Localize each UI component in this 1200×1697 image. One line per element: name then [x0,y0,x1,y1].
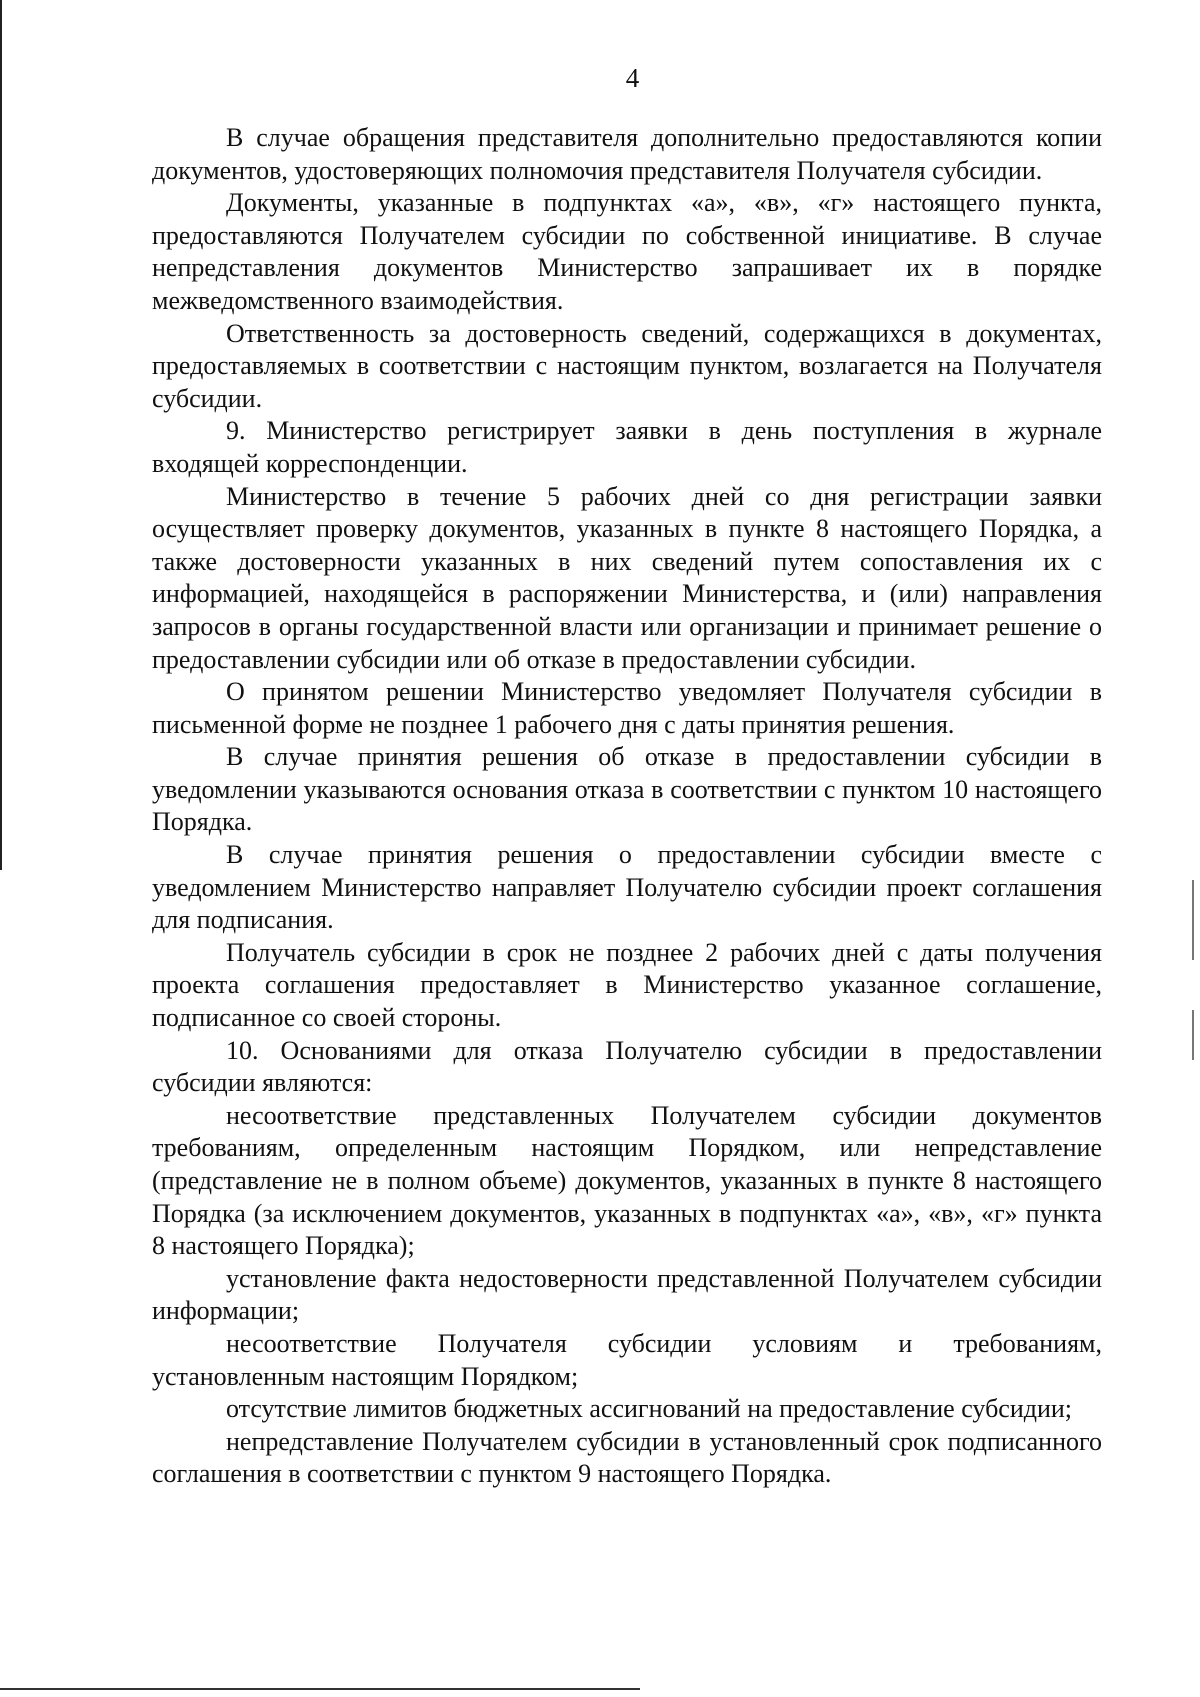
scan-edge-right [1192,1010,1194,1060]
paragraph: Ответственность за достоверность сведений, содержащихся в документах, предоставляемых в соответствии с настоящим пунктом, возлагается на Получателя субсидии. [152,318,1102,413]
paragraph: 9. Министерство регистрирует заявки в день поступления в журнале входящей корреспонденции. [152,416,1102,478]
paragraph: В случае обращения представителя дополнительно предоставляются копии документов, удостоверяющих полномочия представителя Получателя субсидии. [152,123,1102,185]
paragraph: Министерство в течение 5 рабочих дней со дня регистрации заявки осуществляет проверку документов, указанных в пункте 8 настоящего Порядка, а также достоверности указанных в них сведений путем сопоставления их с информацией, находящейся в распоряжении Министерства, и (или) направления запросов в органы государственной власти или организации и принимает решение о предоставлении субсидии или об отказе в предоставлении субсидии. [152,481,1102,674]
scan-edge-bottom [0,1688,640,1690]
paragraph: В случае принятия решения об отказе в предоставлении субсидии в уведомлении указываются основания отказа в соответствии с пунктом 10 настоящего Порядка. [152,742,1102,837]
paragraph: Документы, указанные в подпунктах «а», «в», «г» настоящего пункта, предоставляются Получателем субсидии по собственной инициативе. В случае непредставления документов Министерство запрашивает их в порядке межведомственного взаимодействия. [152,188,1102,315]
paragraph: 10. Основаниями для отказа Получателю субсидии в предоставлении субсидии являются: [152,1035,1102,1098]
list-item: непредставление Получателем субсидии в установленный срок подписанного соглашения в соответствии с пунктом 9 настоящего Порядка. [152,1426,1102,1489]
paragraph: Получатель субсидии в срок не позднее 2 рабочих дней с даты получения проекта соглашения предоставляет в Министерство указанное соглашение, подписанное со своей стороны. [152,937,1102,1033]
document-body [152,122,1102,1491]
list-item: несоответствие представленных Получателем субсидии документов требованиям, определенным настоящим Порядком, или непредставление (представление не в полном объеме) документов, указанных в пункте 8 настоящего Порядка (за исключением документов, указанных в подпунктах «а», «в», «г» пункта 8 настоящего Порядка); [152,1100,1102,1261]
list-item: отсутствие лимитов бюджетных ассигнований на предоставление субсидии; [226,1394,1073,1424]
list-item: несоответствие Получателя субсидии условиям и требованиям, установленным настоящим Порядком; [152,1328,1102,1391]
list-item: установление факта недостоверности представленной Получателем субсидии информации; [152,1263,1102,1326]
paragraph: В случае принятия решения о предоставлении субсидии вместе с уведомлением Министерство направляет Получателю субсидии проект соглашения для подписания. [152,840,1102,935]
paragraph: О принятом решении Министерство уведомляет Получателя субсидии в письменной форме не позднее 1 рабочего дня с даты принятия решения. [152,677,1102,739]
scan-edge-right [1192,880,1194,960]
scan-edge-left [0,0,2,870]
page-number: 4 [625,63,640,93]
